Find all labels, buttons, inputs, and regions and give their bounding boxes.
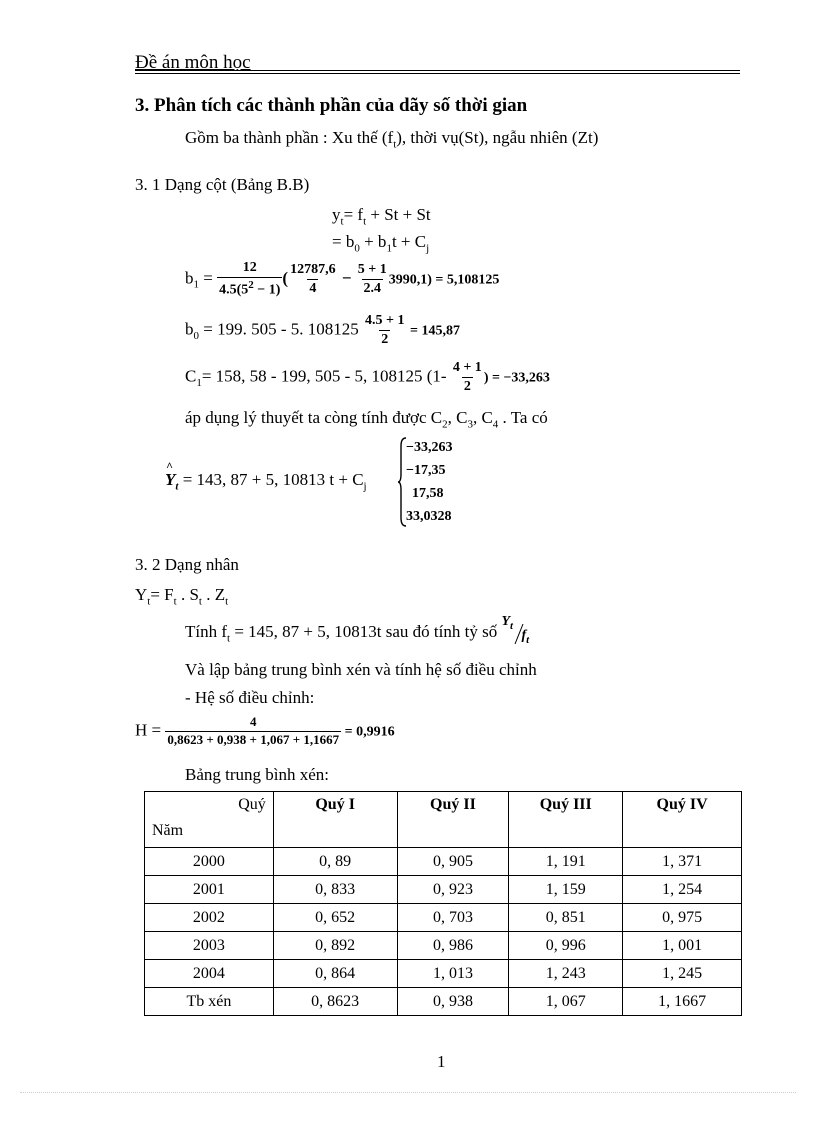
- table-cell: 0, 938: [397, 988, 509, 1016]
- page-header: Đề án môn học: [135, 52, 251, 73]
- adjust-coefficient-label: - Hệ số điều chỉnh:: [185, 688, 315, 707]
- table-cell: 0, 652: [273, 904, 397, 932]
- table-cell: 1, 1667: [623, 988, 742, 1016]
- cj-values-brace: [398, 436, 478, 528]
- page-number: 1: [437, 1052, 446, 1071]
- trimmed-mean-table: [144, 791, 742, 1016]
- table-cell: 1, 243: [509, 960, 623, 988]
- table-intro-text: Và lập bảng trung bình xén và tính hệ số điều chỉnh: [185, 660, 537, 679]
- table-cell: 0, 703: [397, 904, 509, 932]
- cj-value: 33,0328: [406, 509, 452, 524]
- equation-yt: $y_t= f_t + St + St$: [332, 205, 431, 228]
- fraction-b1-sum: $\frac{12787,6}{4}$: [290, 261, 336, 296]
- table-cell: 0, 905: [397, 848, 509, 876]
- subsection-title-2: 3. 2 Dạng nhân: [135, 555, 239, 574]
- table-corner-cell: Quý Năm: [145, 792, 274, 848]
- fraction-h: $\frac{4}{0,8623 + 0,938 + 1,067 + 1,1667}$: [167, 714, 340, 747]
- row-label: 2000: [145, 848, 274, 876]
- equation-regression: = $b_0 + b_1t + C_j$: [332, 232, 430, 255]
- table-cell: 1, 245: [623, 960, 742, 988]
- table-row: [145, 960, 742, 988]
- table-header-row: [145, 792, 742, 848]
- table-cell: 0, 833: [273, 876, 397, 904]
- table-cell: 0, 892: [273, 932, 397, 960]
- table-cell: 1, 254: [623, 876, 742, 904]
- row-label: 2003: [145, 932, 274, 960]
- table-cell: 0, 864: [273, 960, 397, 988]
- equation-b0: $b_0 = 199$. 505 - 5. 108125 $\frac{4.5 + 1}{2}$ = 145,87: [185, 313, 460, 348]
- column-header: Quý II: [397, 792, 509, 848]
- cj-value: 17,58: [412, 486, 444, 501]
- table-row: [145, 876, 742, 904]
- row-label: 2002: [145, 904, 274, 932]
- table-cell: 0, 996: [509, 932, 623, 960]
- header-rule-double: [135, 73, 740, 74]
- section-title: 3. Phân tích các thành phần của dãy số thời gian: [135, 95, 528, 116]
- fraction-b1-coef: $\frac{12}{4.5(5^2 - 1)}$: [219, 260, 281, 298]
- table-cell: 1, 159: [509, 876, 623, 904]
- table-cell: 1, 001: [623, 932, 742, 960]
- table-cell: 0, 8623: [273, 988, 397, 1016]
- table-cell: 0, 986: [397, 932, 509, 960]
- ratio-yt-ft: $Y_t$ $f_t$: [501, 614, 530, 646]
- apply-theory-text: áp dụng lý thuyết ta còng tính được $C_2$, $C_3$, $C_4$ . Ta có: [185, 408, 548, 431]
- equation-c1: $C_1= 158$, 58 - 199, 505 - 5, 108125 (1- $\frac{4 + 1}{2}$ ) = −33,263: [185, 360, 550, 395]
- subsection-title-1: 3. 1 Dạng cột (Bảng B.B): [135, 175, 310, 194]
- table-row: [145, 848, 742, 876]
- compute-ratio-text: Tính $f_t = 145$, 87 + 5, 10813t sau đó tính tỷ số $Y_t$ $f_t$: [185, 620, 535, 646]
- table-row: [145, 988, 742, 1016]
- table-cell: 1, 191: [509, 848, 623, 876]
- column-header: Quý IV: [623, 792, 742, 848]
- section-intro: Gồm ba thành phần : Xu thế $(f_t)$, thời vụ(St), ngẫu nhiên (Zt): [185, 128, 599, 151]
- equation-multiplicative: $Y_t= F_t$ . $S_t$ . $Z_t$: [135, 585, 229, 608]
- cj-value: −17,35: [406, 463, 446, 478]
- table-cell: 1, 067: [509, 988, 623, 1016]
- equation-h: H = $\frac{4}{0,8623 + 0,938 + 1,067 + 1,1667}$ = 0,9916: [135, 714, 395, 747]
- table-cell: 0, 923: [397, 876, 509, 904]
- fraction-b0: $\frac{4.5 + 1}{2}$: [365, 313, 405, 348]
- table-cell: 1, 013: [397, 960, 509, 988]
- column-header: Quý I: [273, 792, 397, 848]
- header-rule: [135, 70, 740, 71]
- equation-b1: $b_1$ = $\frac{12}{4.5(5^2 - 1)}$ ( $\frac{12787,6}{4}$ − $\frac{5 + 1}{2.4}$ 3990,1) = 5,108125: [185, 260, 500, 298]
- table-cell: 1, 371: [623, 848, 742, 876]
- page-bottom-rule: [20, 1092, 796, 1093]
- table-cell: 0, 89: [273, 848, 397, 876]
- table-row: [145, 904, 742, 932]
- cj-value: −33,263: [406, 440, 453, 455]
- table-row: [145, 932, 742, 960]
- table-cell: 0, 975: [623, 904, 742, 932]
- equation-yhat: ^ $Y_t = 143$, 87 + 5, 10813 $t + C_j$: [165, 459, 367, 493]
- fraction-b1-mean: $\frac{5 + 1}{2.4}$: [357, 261, 387, 296]
- row-label: Tb xén: [145, 988, 274, 1016]
- fraction-c1: $\frac{4 + 1}{2}$: [452, 360, 482, 395]
- table-cell: 0, 851: [509, 904, 623, 932]
- table-title: Bảng trung bình xén:: [185, 765, 330, 784]
- row-label: 2004: [145, 960, 274, 988]
- column-header: Quý III: [509, 792, 623, 848]
- row-label: 2001: [145, 876, 274, 904]
